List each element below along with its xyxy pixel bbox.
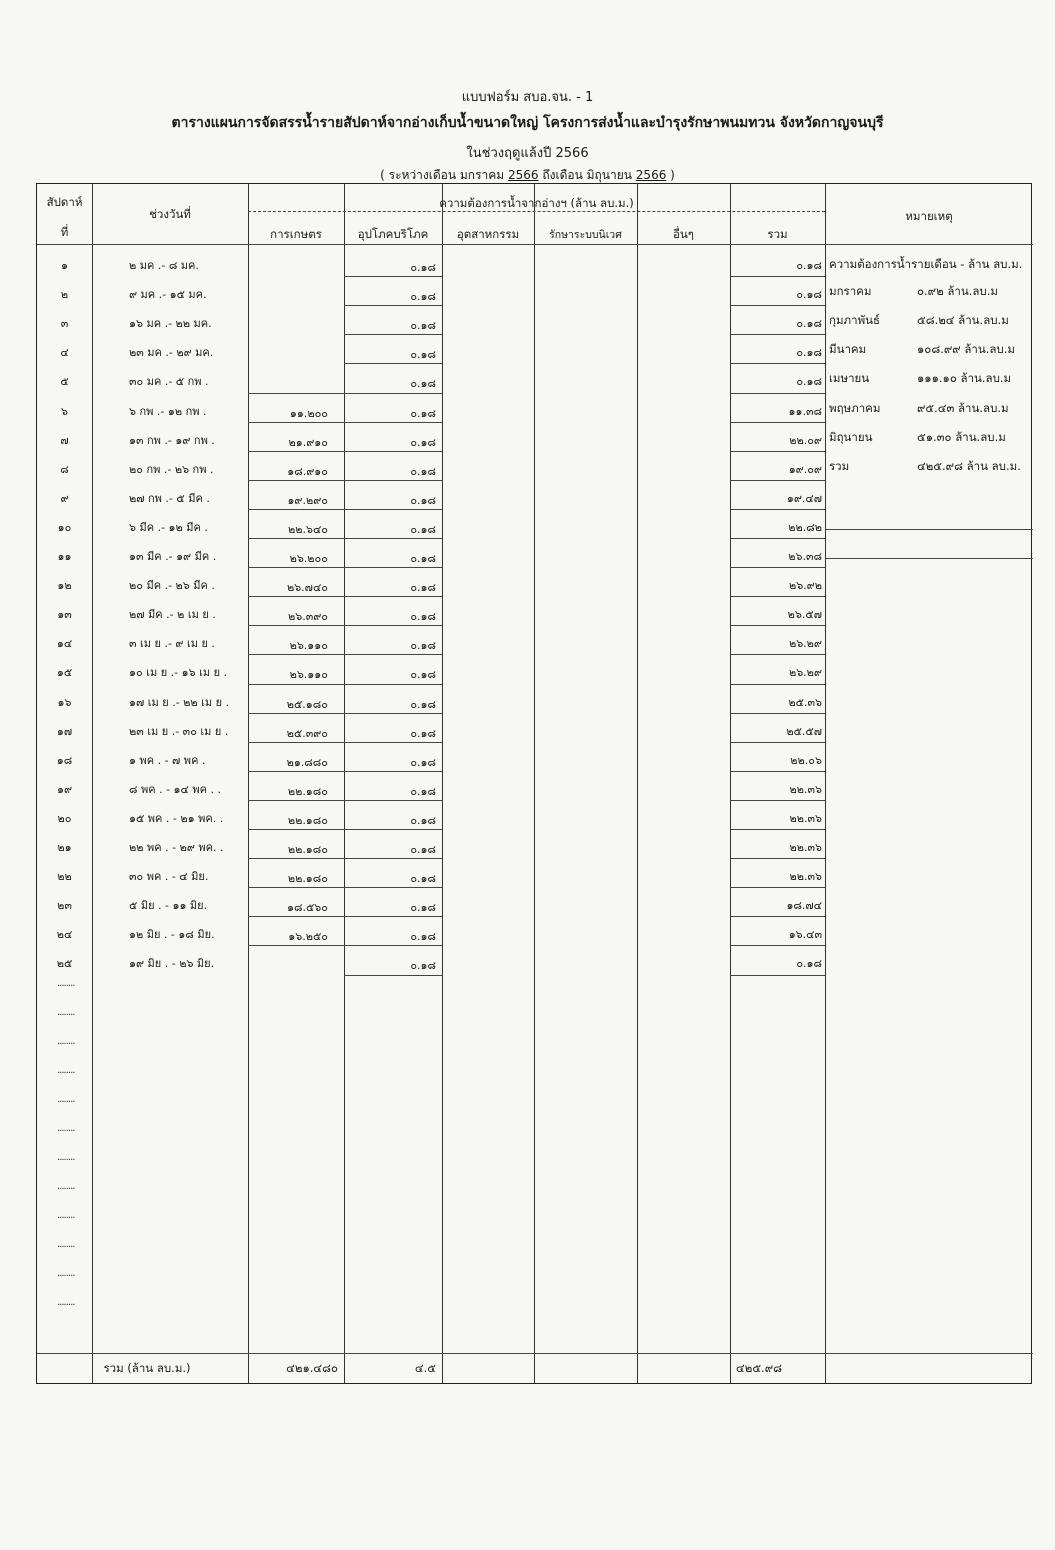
agriculture-value: ๑๖.๒๕๐ bbox=[288, 930, 328, 944]
agriculture-value: ๒๑.๙๑๐ bbox=[288, 435, 328, 449]
date-range: ๓๐ พค . - ๔ มิย. bbox=[129, 870, 209, 884]
agriculture-value: ๒๒.๑๘๐ bbox=[287, 843, 328, 856]
blank-row-marker: ........ bbox=[57, 977, 75, 989]
remarks-value: ๕๘.๒๔ ล้าน.ลบ.ม bbox=[917, 313, 1009, 328]
row-line bbox=[730, 451, 825, 452]
header-rule bbox=[37, 244, 1033, 245]
consumption-value: ๐.๑๘ bbox=[410, 261, 436, 274]
remarks-month: พฤษภาคม bbox=[829, 400, 881, 415]
week-number: ๒๒ bbox=[57, 870, 72, 884]
row-line bbox=[344, 742, 442, 743]
remarks-item bbox=[829, 429, 1029, 447]
consumption-value: ๐.๑๘ bbox=[410, 668, 436, 682]
row-line bbox=[344, 654, 442, 655]
date-range: ๑๒ มิย . - ๑๘ มิย. bbox=[129, 928, 215, 942]
header-other: อื่นๆ bbox=[673, 227, 694, 241]
row-line bbox=[344, 713, 442, 714]
blank-row-marker: ........ bbox=[57, 1093, 75, 1105]
blank-row-marker: ........ bbox=[57, 1180, 75, 1192]
season-subtitle: ในช่วงฤดูแล้งปี 2566 bbox=[466, 146, 589, 161]
row-line bbox=[344, 305, 442, 306]
row-line bbox=[730, 596, 825, 597]
agriculture-value: ๒๒.๑๘๐ bbox=[287, 784, 328, 798]
total-value: ๒๒.๐๙ bbox=[789, 433, 822, 447]
week-number: ๒๓ bbox=[57, 899, 72, 913]
row-line bbox=[730, 771, 825, 772]
week-number: ๖ bbox=[61, 404, 68, 418]
remarks-value: ๔๒๕.๙๘ ล้าน ลบ.ม. bbox=[917, 458, 1021, 473]
row-line bbox=[248, 567, 344, 568]
row-line bbox=[344, 480, 442, 481]
blank-row-marker: ........ bbox=[57, 1151, 75, 1163]
total-value: ๒๖.๒๙ bbox=[788, 666, 822, 680]
total-value: ๑๑.๓๘ bbox=[788, 404, 822, 418]
row-line bbox=[730, 567, 825, 568]
header-date-range: ช่วงวันที่ bbox=[149, 207, 191, 221]
row-line bbox=[248, 451, 344, 452]
week-number: ๑๖ bbox=[57, 695, 72, 709]
date-range: ๙ มค .- ๑๕ มค. bbox=[129, 288, 207, 302]
remarks-month: มกราคม bbox=[829, 284, 872, 299]
row-line bbox=[248, 858, 344, 859]
consumption-value: ๐.๑๘ bbox=[410, 610, 436, 624]
remarks-value: ๙๕.๔๓ ล้าน.ลบ.ม bbox=[917, 400, 1009, 415]
consumption-value: ๐.๑๘ bbox=[410, 377, 436, 391]
agriculture-value: ๒๖.๑๑๐ bbox=[289, 668, 328, 682]
consumption-value: ๐.๑๘ bbox=[410, 959, 436, 973]
col-line bbox=[442, 184, 443, 1383]
remarks-value: ๐.๙๒ ล้าน.ลบ.ม bbox=[917, 284, 998, 299]
row-line bbox=[344, 975, 442, 976]
agriculture-value: ๑๑.๒๐๐ bbox=[289, 406, 328, 420]
row-line bbox=[248, 393, 344, 394]
date-range: ๒๐ กพ .- ๒๖ กพ . bbox=[129, 462, 214, 476]
week-number: ๑๒ bbox=[57, 579, 72, 593]
week-number: ๓ bbox=[60, 317, 69, 331]
row-line bbox=[248, 422, 344, 423]
row-line bbox=[344, 567, 442, 568]
consumption-value: ๐.๑๘ bbox=[410, 406, 436, 420]
row-line bbox=[248, 480, 344, 481]
row-line bbox=[344, 596, 442, 597]
consumption-value: ๐.๑๘ bbox=[410, 493, 436, 507]
consumption-value: ๐.๑๘ bbox=[410, 348, 436, 362]
col-line bbox=[534, 184, 535, 1383]
week-number: ๑๙ bbox=[56, 782, 73, 796]
row-line bbox=[730, 829, 825, 830]
row-line bbox=[344, 887, 442, 888]
date-range: ๒๗ มีค .- ๒ เม ย . bbox=[129, 608, 216, 622]
remarks-month: กุมภาพันธ์ bbox=[829, 313, 881, 328]
row-line bbox=[344, 509, 442, 510]
row-line bbox=[730, 480, 825, 481]
col-line bbox=[825, 184, 826, 1383]
remarks-item bbox=[829, 458, 1029, 476]
row-line bbox=[344, 538, 442, 539]
row-line bbox=[730, 538, 825, 539]
remarks-item bbox=[829, 400, 1029, 418]
total-value: ๒๖.๕๗ bbox=[787, 608, 822, 622]
total-value: ๐.๑๘ bbox=[796, 957, 822, 971]
remarks-month: มีนาคม bbox=[829, 342, 867, 357]
date-range: ๑๖ มค .- ๒๒ มค. bbox=[129, 317, 212, 331]
consumption-value: ๐.๑๘ bbox=[410, 581, 436, 595]
row-line bbox=[344, 363, 442, 364]
agriculture-value: ๒๕.๓๙๐ bbox=[286, 726, 328, 740]
remarks-item bbox=[829, 312, 1029, 330]
row-line bbox=[344, 684, 442, 685]
week-number: ๑ bbox=[61, 259, 68, 272]
total-value: ๒๒.๓๖ bbox=[789, 811, 822, 825]
week-number: ๒ bbox=[60, 288, 69, 302]
date-range: ๕ มิย . - ๑๑ มิย. bbox=[129, 899, 208, 913]
row-line bbox=[344, 625, 442, 626]
row-line bbox=[248, 742, 344, 743]
footer-agriculture-total: ๔๒๑.๔๘๐ bbox=[286, 1361, 338, 1375]
row-line bbox=[248, 887, 344, 888]
agriculture-value: ๒๑.๘๘๐ bbox=[286, 755, 328, 769]
row-line bbox=[248, 800, 344, 801]
remarks-item bbox=[829, 283, 1029, 301]
row-line bbox=[344, 945, 442, 946]
row-line bbox=[344, 334, 442, 335]
date-range: ๖ กพ .- ๑๒ กพ . bbox=[129, 404, 207, 418]
row-line bbox=[344, 771, 442, 772]
total-value: ๒๒.๓๖ bbox=[789, 782, 822, 796]
date-range: ๖ มีค .- ๑๒ มีค . bbox=[129, 520, 208, 534]
consumption-value: ๐.๑๘ bbox=[410, 843, 436, 856]
consumption-value: ๐.๑๘ bbox=[410, 435, 436, 449]
week-number: ๔ bbox=[60, 346, 69, 360]
blank-row-marker: ........ bbox=[57, 1267, 75, 1279]
agriculture-value: ๒๒.๑๘๐ bbox=[287, 872, 328, 886]
agriculture-value: ๑๘.๙๑๐ bbox=[287, 464, 328, 478]
week-number: ๕ bbox=[60, 375, 69, 389]
row-line bbox=[730, 363, 825, 364]
period-year-start: 2566 bbox=[508, 168, 539, 182]
row-line bbox=[730, 916, 825, 917]
row-line bbox=[730, 654, 825, 655]
footer-grand-total: ๔๒๕.๙๘ bbox=[736, 1361, 782, 1375]
period-prefix: ( ระหว่างเดือน มกราคม bbox=[380, 168, 509, 182]
consumption-value: ๐.๑๘ bbox=[410, 901, 436, 915]
week-number: ๒๔ bbox=[56, 928, 73, 942]
blank-row-marker: ........ bbox=[57, 1122, 75, 1134]
total-value: ๑๘.๗๔ bbox=[786, 899, 822, 913]
date-range: ๒ มค .- ๘ มค. bbox=[129, 259, 199, 272]
total-value: ๐.๑๘ bbox=[796, 346, 822, 360]
header-industry: อุตสาหกรรม bbox=[456, 227, 520, 241]
row-line bbox=[730, 393, 825, 394]
date-range: ๒๐ มีค .- ๒๖ มีค . bbox=[129, 579, 215, 593]
remarks-heading: ความต้องการน้ำรายเดือน - ล้าน ลบ.ม. bbox=[829, 257, 1023, 271]
row-line bbox=[248, 829, 344, 830]
page-title: ตารางแผนการจัดสรรน้ำรายสัปดาห์จากอ่างเก็บน้ำขนาดใหญ่ โครงการส่งน้ำและบำรุงรักษาพนมทวน จังหวัดกาญจนบุรี bbox=[171, 115, 884, 131]
row-line bbox=[730, 975, 825, 976]
row-line bbox=[344, 451, 442, 452]
agriculture-value: ๑๙.๒๙๐ bbox=[287, 493, 328, 507]
week-number: ๒๐ bbox=[57, 811, 72, 825]
header-week: สัปดาห์ bbox=[46, 195, 83, 209]
row-line bbox=[248, 945, 344, 946]
blank-row-marker: ........ bbox=[57, 1296, 75, 1308]
total-value: ๒๖.๙๒ bbox=[788, 579, 822, 593]
consumption-value: ๐.๑๘ bbox=[410, 872, 436, 886]
row-line bbox=[248, 625, 344, 626]
row-line bbox=[344, 858, 442, 859]
remarks-value: ๕๑.๓๐ ล้าน.ลบ.ม bbox=[917, 429, 1006, 444]
consumption-value: ๐.๑๘ bbox=[410, 639, 436, 653]
total-value: ๑๙.๐๙ bbox=[788, 462, 822, 476]
total-value: ๐.๑๘ bbox=[796, 375, 822, 389]
week-number: ๑๔ bbox=[56, 637, 73, 651]
header-agriculture: การเกษตร bbox=[270, 227, 322, 241]
agriculture-value: ๒๖.๑๑๐ bbox=[289, 639, 328, 653]
remarks-month: เมษายน bbox=[829, 371, 870, 386]
row-line bbox=[730, 422, 825, 423]
row-line bbox=[344, 422, 442, 423]
total-value: ๑๖.๔๓ bbox=[788, 928, 822, 942]
week-number: ๒๑ bbox=[57, 841, 72, 854]
total-value: ๒๒.๓๖ bbox=[789, 841, 822, 854]
consumption-value: ๐.๑๘ bbox=[410, 755, 436, 769]
remarks-value: ๑๐๘.๙๙ ล้าน.ลบ.ม bbox=[917, 342, 1015, 357]
total-value: ๒๒.๐๖ bbox=[790, 753, 822, 767]
row-line bbox=[730, 945, 825, 946]
row-line bbox=[730, 742, 825, 743]
total-value: ๐.๑๘ bbox=[796, 317, 822, 331]
row-line bbox=[730, 305, 825, 306]
footer-rule bbox=[37, 1353, 1033, 1354]
consumption-value: ๐.๑๘ bbox=[410, 552, 436, 565]
row-line bbox=[730, 887, 825, 888]
consumption-value: ๐.๑๘ bbox=[410, 813, 436, 827]
blank-row-marker: ........ bbox=[57, 1209, 75, 1221]
blank-row-marker: ........ bbox=[57, 1064, 75, 1076]
row-line bbox=[248, 538, 344, 539]
total-value: ๒๒.๘๒ bbox=[788, 520, 822, 534]
date-range: ๓ เม ย .- ๙ เม ย . bbox=[129, 637, 215, 651]
week-number: ๒๕ bbox=[56, 957, 73, 971]
period-year-end: 2566 bbox=[635, 168, 667, 182]
consumption-value: ๐.๑๘ bbox=[410, 930, 436, 944]
consumption-value: ๐.๑๘ bbox=[410, 464, 436, 478]
row-line bbox=[730, 713, 825, 714]
total-value: ๑๙.๔๗ bbox=[786, 491, 822, 505]
total-value: ๒๖.๒๙ bbox=[788, 637, 822, 651]
week-number: ๗ bbox=[60, 433, 69, 447]
agriculture-value: ๒๖.๗๔๐ bbox=[286, 581, 328, 595]
agriculture-value: ๒๒.๑๘๐ bbox=[287, 813, 328, 827]
period-suffix: ) bbox=[666, 168, 675, 182]
total-value: ๒๖.๓๘ bbox=[788, 550, 822, 563]
row-line bbox=[248, 916, 344, 917]
agriculture-value: ๑๘.๕๖๐ bbox=[287, 901, 328, 915]
row-line bbox=[344, 393, 442, 394]
row-line bbox=[730, 800, 825, 801]
week-number: ๘ bbox=[60, 462, 69, 476]
footer-label: รวม (ล้าน ลบ.ม.) bbox=[103, 1361, 191, 1375]
allocation-table bbox=[36, 183, 1032, 1384]
total-value: ๐.๑๘ bbox=[796, 288, 822, 302]
agriculture-value: ๒๖.๒๐๐ bbox=[289, 552, 328, 565]
row-line bbox=[730, 684, 825, 685]
total-value: ๒๕.๕๗ bbox=[786, 724, 822, 738]
header-demand-group: ความต้องการน้ำจากอ่างฯ (ล้าน ลบ.ม.) bbox=[439, 196, 634, 210]
date-range: ๑๐ เม ย .- ๑๖ เม ย . bbox=[129, 666, 228, 680]
row-line bbox=[730, 625, 825, 626]
blank-row-marker: ........ bbox=[57, 1035, 75, 1047]
row-line bbox=[730, 858, 825, 859]
blank-row-marker: ........ bbox=[57, 1006, 75, 1018]
total-value: ๒๕.๓๖ bbox=[788, 695, 822, 709]
remarks-month: รวม bbox=[829, 458, 850, 473]
date-range: ๑๗ เม ย .- ๒๒ เม ย . bbox=[129, 695, 230, 709]
form-number: แบบฟอร์ม สบอ.จน. - 1 bbox=[461, 90, 594, 105]
week-number: ๑๐ bbox=[57, 520, 72, 534]
row-line bbox=[248, 771, 344, 772]
col-line bbox=[637, 184, 638, 1383]
date-range: ๘ พค . - ๑๔ พค . . bbox=[129, 782, 221, 796]
date-range: ๑๓ มีค .- ๑๙ มีค . bbox=[129, 550, 217, 563]
row-line bbox=[248, 684, 344, 685]
agriculture-value: ๒๒.๖๔๐ bbox=[287, 522, 328, 536]
consumption-value: ๐.๑๘ bbox=[410, 784, 436, 798]
agriculture-value: ๒๖.๓๙๐ bbox=[287, 610, 328, 624]
remarks-item bbox=[829, 341, 1029, 359]
row-line bbox=[248, 713, 344, 714]
footer-consumption-total: ๔.๕ bbox=[414, 1361, 436, 1375]
date-range: ๑ พค . - ๗ พค . bbox=[129, 753, 206, 767]
remarks-item bbox=[829, 370, 1029, 388]
consumption-value: ๐.๑๘ bbox=[410, 290, 436, 304]
agriculture-value: ๒๕.๑๘๐ bbox=[286, 697, 328, 711]
date-range: ๓๐ มค .- ๕ กพ . bbox=[129, 375, 209, 389]
date-range: ๒๓ เม ย .- ๓๐ เม ย . bbox=[129, 724, 229, 738]
consumption-value: ๐.๑๘ bbox=[410, 697, 436, 711]
header-total: รวม bbox=[767, 227, 788, 241]
week-number: ๑๓ bbox=[57, 608, 72, 622]
row-line bbox=[248, 596, 344, 597]
header-consumption: อุปโภคบริโภค bbox=[357, 227, 429, 241]
week-number: ๑๕ bbox=[56, 666, 73, 680]
consumption-value: ๐.๑๘ bbox=[410, 522, 436, 536]
row-line bbox=[344, 276, 442, 277]
row-line bbox=[730, 276, 825, 277]
date-range: ๒๗ กพ .- ๕ มีค . bbox=[129, 491, 210, 505]
total-value: ๒๒.๓๖ bbox=[789, 870, 822, 884]
remarks-month: มิถุนายน bbox=[829, 429, 873, 444]
row-line bbox=[248, 509, 344, 510]
remarks-rule bbox=[825, 529, 1033, 530]
date-range: ๒๒ พค . - ๒๙ พค. . bbox=[129, 841, 224, 854]
remarks-rule bbox=[825, 558, 1033, 559]
row-line bbox=[248, 654, 344, 655]
week-number: ๑๑ bbox=[57, 550, 72, 563]
row-line bbox=[730, 334, 825, 335]
row-line bbox=[730, 509, 825, 510]
row-line bbox=[344, 829, 442, 830]
consumption-value: ๐.๑๘ bbox=[410, 726, 436, 740]
date-range: ๒๓ มค .- ๒๙ มค. bbox=[129, 346, 214, 360]
date-range: ๑๓ กพ .- ๑๙ กพ . bbox=[129, 433, 215, 447]
date-range: ๑๕ พค . - ๒๑ พค. . bbox=[129, 811, 224, 825]
header-week-no: ที่ bbox=[60, 225, 69, 239]
col-line bbox=[92, 184, 93, 1383]
consumption-value: ๐.๑๘ bbox=[410, 319, 436, 333]
row-line bbox=[344, 800, 442, 801]
remarks-value: ๑๑๑.๑๐ ล้าน.ลบ.ม bbox=[917, 371, 1012, 386]
header-remarks: หมายเหตุ bbox=[905, 209, 953, 223]
total-value: ๐.๑๘ bbox=[796, 259, 822, 272]
week-number: ๑๗ bbox=[56, 724, 73, 738]
date-range: ๑๙ มิย . - ๒๖ มิย. bbox=[129, 957, 215, 971]
week-number: ๑๘ bbox=[56, 753, 73, 767]
row-line bbox=[344, 916, 442, 917]
week-number: ๙ bbox=[60, 491, 69, 505]
period-mid: ถึงเดือน มิถุนายน bbox=[538, 168, 636, 182]
header-ecology: รักษาระบบนิเวศ bbox=[549, 229, 622, 241]
blank-row-marker: ........ bbox=[57, 1238, 75, 1250]
